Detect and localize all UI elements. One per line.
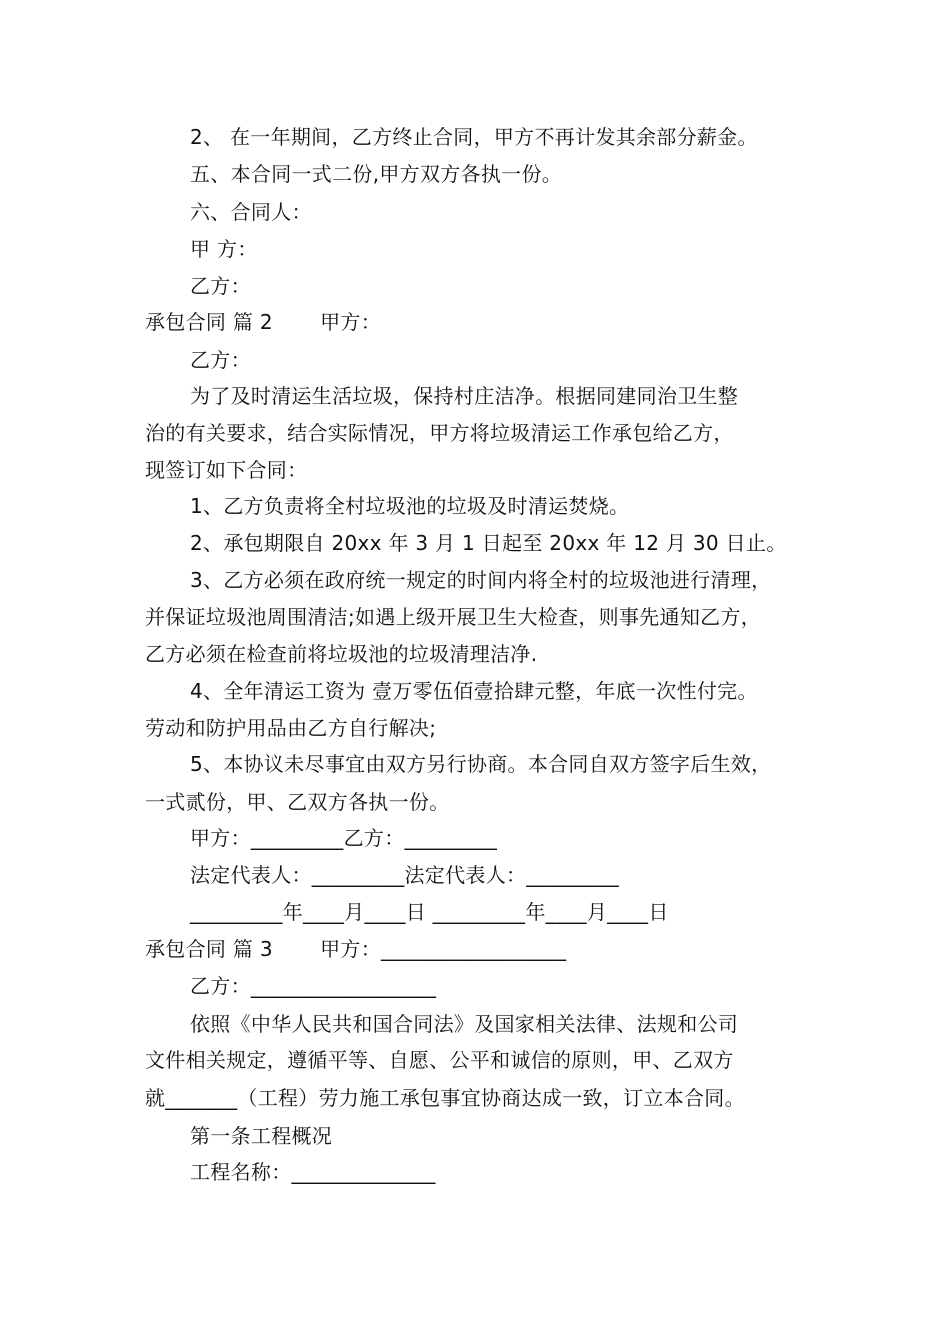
date-line: _________年____月____日 _________年____月____日 — [190, 900, 669, 924]
signature-line: 甲方：_________乙方：_________ — [190, 826, 498, 850]
paragraph-line: 为了及时清运生活垃圾，保持村庄洁净。根据同建同治卫生整 — [190, 384, 739, 408]
signature-line: 法定代表人：_________法定代表人：_________ — [190, 863, 619, 887]
paragraph-line: 一式贰份，甲、乙双方各执一份。 — [145, 790, 450, 814]
paragraph-line: 3、乙方必须在政府统一规定的时间内将全村的垃圾池进行清理， — [190, 568, 772, 592]
paragraph-line: 2、承包期限自 20xx 年 3 月 1 日起至 20xx 年 12 月 30 日止。 — [190, 531, 787, 555]
section-heading: 承包合同 篇 2 甲方： — [145, 310, 381, 334]
paragraph-line: 依照《中华人民共和国合同法》及国家相关法律、法规和公司 — [190, 1012, 739, 1036]
paragraph-line: 5、本协议未尽事宜由双方另行协商。本合同自双方签字后生效， — [190, 752, 772, 776]
paragraph-line: 1、乙方负责将全村垃圾池的垃圾及时清运焚烧。 — [190, 494, 630, 518]
paragraph-line: 六、合同人： — [190, 200, 312, 224]
paragraph-line: 工程名称：______________ — [190, 1160, 436, 1184]
paragraph-line: 文件相关规定，遵循平等、自愿、公平和诚信的原则，甲、乙双方 — [145, 1048, 734, 1072]
paragraph-line: 甲 方： — [190, 237, 258, 261]
paragraph-line: 五、本合同一式二份,甲方双方各执一份。 — [190, 162, 563, 186]
paragraph-line: 现签订如下合同： — [145, 458, 308, 482]
section-heading: 承包合同 篇 3 甲方：__________________ — [145, 937, 567, 961]
paragraph-line: 乙方： — [190, 274, 251, 298]
paragraph-line: 乙方：__________________ — [190, 974, 437, 998]
paragraph-line: 乙方： — [190, 348, 251, 372]
paragraph-line: 乙方必须在检查前将垃圾池的垃圾清理洁净. — [145, 642, 538, 666]
paragraph-line: 并保证垃圾池周围清洁;如遇上级开展卫生大检查，则事先通知乙方， — [145, 605, 762, 629]
paragraph-line: 2、 在一年期间，乙方终止合同，甲方不再计发其余部分薪金。 — [190, 125, 758, 149]
clause-heading: 第一条工程概况 — [190, 1124, 333, 1148]
paragraph-line: 治的有关要求，结合实际情况，甲方将垃圾清运工作承包给乙方， — [145, 421, 734, 445]
paragraph-line: 就_______（工程）劳力施工承包事宜协商达成一致，订立本合同。 — [145, 1086, 745, 1110]
paragraph-line: 劳动和防护用品由乙方自行解决; — [145, 716, 437, 740]
paragraph-line: 4、全年清运工资为 壹万零伍佰壹拾肆元整，年底一次性付完。 — [190, 679, 758, 703]
